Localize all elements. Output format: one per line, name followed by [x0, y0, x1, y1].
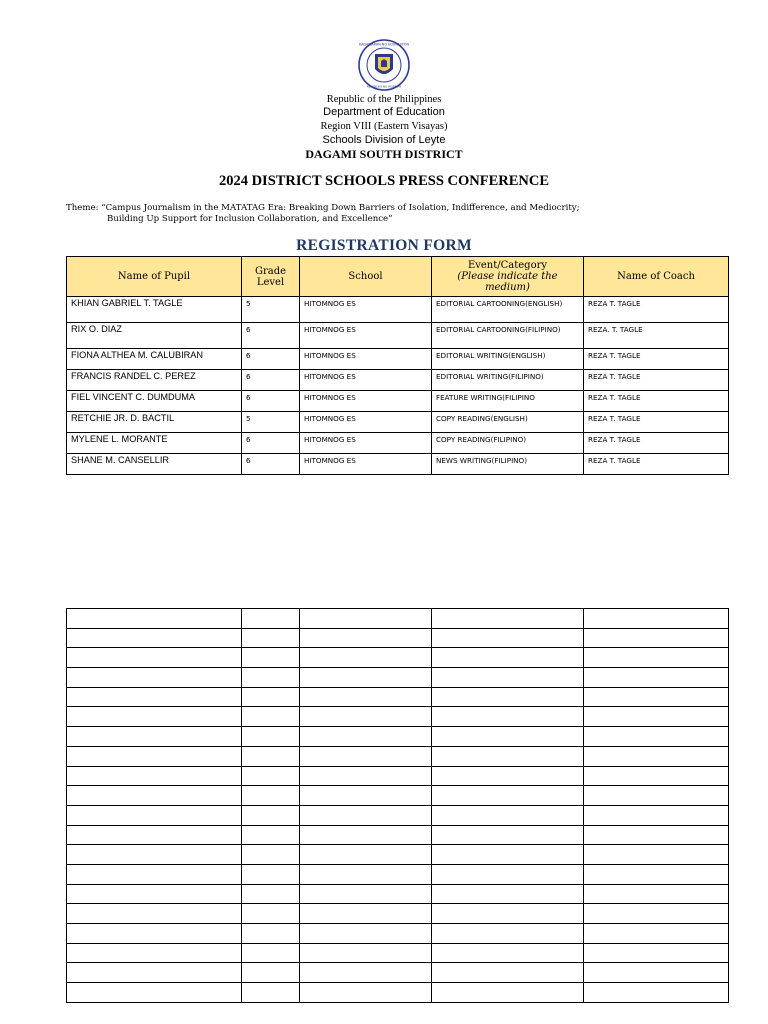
blank-cell — [67, 963, 242, 983]
blank-cell — [300, 825, 432, 845]
form-title: REGISTRATION FORM — [296, 237, 472, 254]
blank-cell — [432, 707, 584, 727]
school-cell: HITOMNOG ES — [300, 370, 432, 391]
event-cell: FEATURE WRITING(FILIPINO — [432, 391, 584, 412]
table-row — [67, 412, 729, 433]
blank-cell — [432, 983, 584, 1003]
blank-cell — [67, 746, 242, 766]
blank-cell — [300, 707, 432, 727]
blank-cell — [584, 746, 729, 766]
pupil-name-cell: FRANCIS RANDEL C. PEREZ — [67, 370, 242, 391]
header-republic: Republic of the Philippines — [326, 94, 442, 105]
grade-cell: 6 — [242, 370, 300, 391]
blank-cell — [300, 786, 432, 806]
blank-cell — [584, 825, 729, 845]
blank-cell — [67, 648, 242, 668]
blank-cell — [242, 727, 300, 747]
blank-cell — [432, 963, 584, 983]
table-row — [67, 391, 729, 412]
theme-text — [66, 203, 706, 225]
grade-cell: 5 — [242, 297, 300, 323]
coach-cell: REZA T. TAGLE — [584, 370, 729, 391]
blank-cell — [432, 884, 584, 904]
blank-row — [67, 766, 729, 786]
school-cell: HITOMNOG ES — [300, 349, 432, 370]
blank-cell — [242, 648, 300, 668]
blank-cell — [584, 805, 729, 825]
table-header-row — [67, 257, 729, 297]
theme-line-2: Building Up Support for Inclusion Collaboration, and Excellence” — [107, 214, 393, 224]
blank-row — [67, 884, 729, 904]
coach-cell: REZA T. TAGLE — [584, 433, 729, 454]
blank-cell — [242, 609, 300, 629]
school-cell: HITOMNOG ES — [300, 412, 432, 433]
table-row — [67, 323, 729, 349]
blank-cell — [300, 687, 432, 707]
header-district: DAGAMI SOUTH DISTRICT — [305, 147, 463, 161]
blank-registration-table — [66, 608, 729, 1003]
table-row — [67, 297, 729, 323]
blank-row — [67, 805, 729, 825]
blank-cell — [242, 983, 300, 1003]
blank-cell — [67, 727, 242, 747]
blank-cell — [584, 864, 729, 884]
blank-cell — [432, 786, 584, 806]
event-cell: EDITORIAL CARTOONING(FILIPINO) — [432, 323, 584, 349]
blank-row — [67, 707, 729, 727]
registration-table — [66, 256, 729, 475]
col-header-school: School — [300, 257, 432, 297]
school-cell: HITOMNOG ES — [300, 297, 432, 323]
event-cell: COPY READING(FILIPINO) — [432, 433, 584, 454]
blank-row — [67, 845, 729, 865]
blank-row — [67, 825, 729, 845]
blank-cell — [242, 924, 300, 944]
blank-cell — [432, 628, 584, 648]
coach-cell: REZA T. TAGLE — [584, 391, 729, 412]
blank-cell — [432, 805, 584, 825]
blank-cell — [242, 805, 300, 825]
blank-cell — [242, 786, 300, 806]
blank-cell — [432, 943, 584, 963]
blank-cell — [432, 904, 584, 924]
pupil-name-cell: FIONA ALTHEA M. CALUBIRAN — [67, 349, 242, 370]
pupil-name-cell: SHANE M. CANSELLIR — [67, 454, 242, 475]
blank-row — [67, 904, 729, 924]
blank-cell — [67, 766, 242, 786]
blank-cell — [67, 609, 242, 629]
blank-cell — [300, 805, 432, 825]
conference-title: 2024 DISTRICT SCHOOLS PRESS CONFERENCE — [218, 173, 550, 189]
blank-cell — [242, 884, 300, 904]
header-department: Department of Education — [323, 106, 445, 118]
table-row — [67, 370, 729, 391]
blank-cell — [300, 746, 432, 766]
blank-cell — [300, 609, 432, 629]
blank-cell — [300, 727, 432, 747]
blank-row — [67, 943, 729, 963]
blank-cell — [584, 786, 729, 806]
blank-cell — [584, 766, 729, 786]
blank-cell — [584, 963, 729, 983]
seal-subtext: REPUBLIKA NG PILIPINAS — [366, 84, 402, 89]
blank-cell — [432, 746, 584, 766]
blank-cell — [584, 648, 729, 668]
col-header-event-label: Event/Category — [467, 260, 548, 271]
blank-cell — [242, 628, 300, 648]
blank-row — [67, 983, 729, 1003]
blank-cell — [67, 864, 242, 884]
blank-row — [67, 648, 729, 668]
blank-cell — [432, 687, 584, 707]
grade-cell: 6 — [242, 454, 300, 475]
blank-cell — [242, 963, 300, 983]
grade-cell: 6 — [242, 391, 300, 412]
pupil-name-cell: RIX O. DIAZ — [67, 323, 242, 349]
blank-cell — [432, 864, 584, 884]
blank-cell — [432, 727, 584, 747]
pupil-name-cell: KHIAN GABRIEL T. TAGLE — [67, 297, 242, 323]
blank-cell — [300, 963, 432, 983]
blank-cell — [432, 609, 584, 629]
blank-cell — [584, 707, 729, 727]
blank-cell — [300, 845, 432, 865]
blank-cell — [67, 805, 242, 825]
blank-row — [67, 746, 729, 766]
blank-cell — [300, 864, 432, 884]
event-cell: EDITORIAL WRITING(ENGLISH) — [432, 349, 584, 370]
blank-cell — [67, 924, 242, 944]
coach-cell: REZA. T. TAGLE — [584, 323, 729, 349]
seal-text: KAGAWARAN NG EDUKASYON — [358, 42, 410, 47]
blank-row — [67, 609, 729, 629]
blank-row — [67, 864, 729, 884]
blank-cell — [300, 983, 432, 1003]
table-row — [67, 349, 729, 370]
blank-cell — [432, 845, 584, 865]
blank-cell — [432, 766, 584, 786]
blank-cell — [242, 668, 300, 688]
blank-cell — [67, 628, 242, 648]
coach-cell: REZA T. TAGLE — [584, 297, 729, 323]
blank-cell — [300, 766, 432, 786]
blank-cell — [67, 825, 242, 845]
col-header-event-note: (Please indicate the medium) — [457, 271, 558, 293]
blank-row — [67, 786, 729, 806]
coach-cell: REZA T. TAGLE — [584, 412, 729, 433]
deped-seal-icon — [351, 39, 417, 91]
blank-cell — [300, 648, 432, 668]
pupil-name-cell: RETCHIE JR. D. BACTIL — [67, 412, 242, 433]
blank-row — [67, 628, 729, 648]
blank-row — [67, 727, 729, 747]
blank-cell — [584, 609, 729, 629]
col-header-coach: Name of Coach — [584, 257, 729, 297]
school-cell: HITOMNOG ES — [300, 454, 432, 475]
blank-cell — [300, 884, 432, 904]
blank-cell — [67, 943, 242, 963]
theme-line-1: Theme: “Campus Journalism in the MATATAG Era: Breaking Down Barriers of Isolation, Indifference, and Mediocrity; — [66, 203, 580, 213]
blank-cell — [584, 983, 729, 1003]
blank-cell — [584, 687, 729, 707]
school-cell: HITOMNOG ES — [300, 433, 432, 454]
blank-cell — [584, 904, 729, 924]
blank-cell — [242, 904, 300, 924]
blank-cell — [584, 884, 729, 904]
blank-cell — [584, 628, 729, 648]
blank-cell — [432, 648, 584, 668]
blank-cell — [584, 924, 729, 944]
blank-cell — [67, 786, 242, 806]
grade-cell: 5 — [242, 412, 300, 433]
blank-cell — [300, 628, 432, 648]
blank-row — [67, 687, 729, 707]
blank-cell — [67, 687, 242, 707]
coach-cell: REZA T. TAGLE — [584, 454, 729, 475]
blank-cell — [67, 845, 242, 865]
blank-cell — [242, 825, 300, 845]
blank-cell — [432, 668, 584, 688]
pupil-name-cell: FIEL VINCENT C. DUMDUMA — [67, 391, 242, 412]
event-cell: EDITORIAL WRITING(FILIPINO) — [432, 370, 584, 391]
blank-cell — [300, 943, 432, 963]
blank-cell — [242, 845, 300, 865]
header-division: Schools Division of Leyte — [322, 134, 446, 146]
blank-cell — [242, 943, 300, 963]
event-cell: COPY READING(ENGLISH) — [432, 412, 584, 433]
blank-cell — [300, 668, 432, 688]
school-cell: HITOMNOG ES — [300, 323, 432, 349]
blank-cell — [242, 766, 300, 786]
blank-row — [67, 963, 729, 983]
blank-row — [67, 668, 729, 688]
header-region: Region VIII (Eastern Visayas) — [320, 121, 448, 132]
grade-cell: 6 — [242, 349, 300, 370]
blank-cell — [67, 707, 242, 727]
coach-cell: REZA T. TAGLE — [584, 349, 729, 370]
event-cell: NEWS WRITING(FILIPINO) — [432, 454, 584, 475]
blank-cell — [67, 884, 242, 904]
blank-cell — [242, 746, 300, 766]
blank-cell — [432, 924, 584, 944]
blank-cell — [67, 983, 242, 1003]
blank-cell — [242, 864, 300, 884]
school-cell: HITOMNOG ES — [300, 391, 432, 412]
grade-cell: 6 — [242, 323, 300, 349]
blank-cell — [300, 924, 432, 944]
col-header-name: Name of Pupil — [67, 257, 242, 297]
pupil-name-cell: MYLENE L. MORANTE — [67, 433, 242, 454]
blank-cell — [584, 845, 729, 865]
blank-cell — [67, 904, 242, 924]
blank-row — [67, 924, 729, 944]
table-row — [67, 433, 729, 454]
blank-cell — [67, 668, 242, 688]
blank-cell — [242, 707, 300, 727]
blank-cell — [432, 825, 584, 845]
blank-cell — [584, 727, 729, 747]
blank-cell — [584, 668, 729, 688]
blank-cell — [584, 943, 729, 963]
blank-cell — [242, 687, 300, 707]
event-cell: EDITORIAL CARTOONING(ENGLISH) — [432, 297, 584, 323]
grade-cell: 6 — [242, 433, 300, 454]
table-row — [67, 454, 729, 475]
col-header-event — [432, 257, 584, 297]
blank-cell — [300, 904, 432, 924]
col-header-grade: Grade Level — [242, 257, 300, 297]
